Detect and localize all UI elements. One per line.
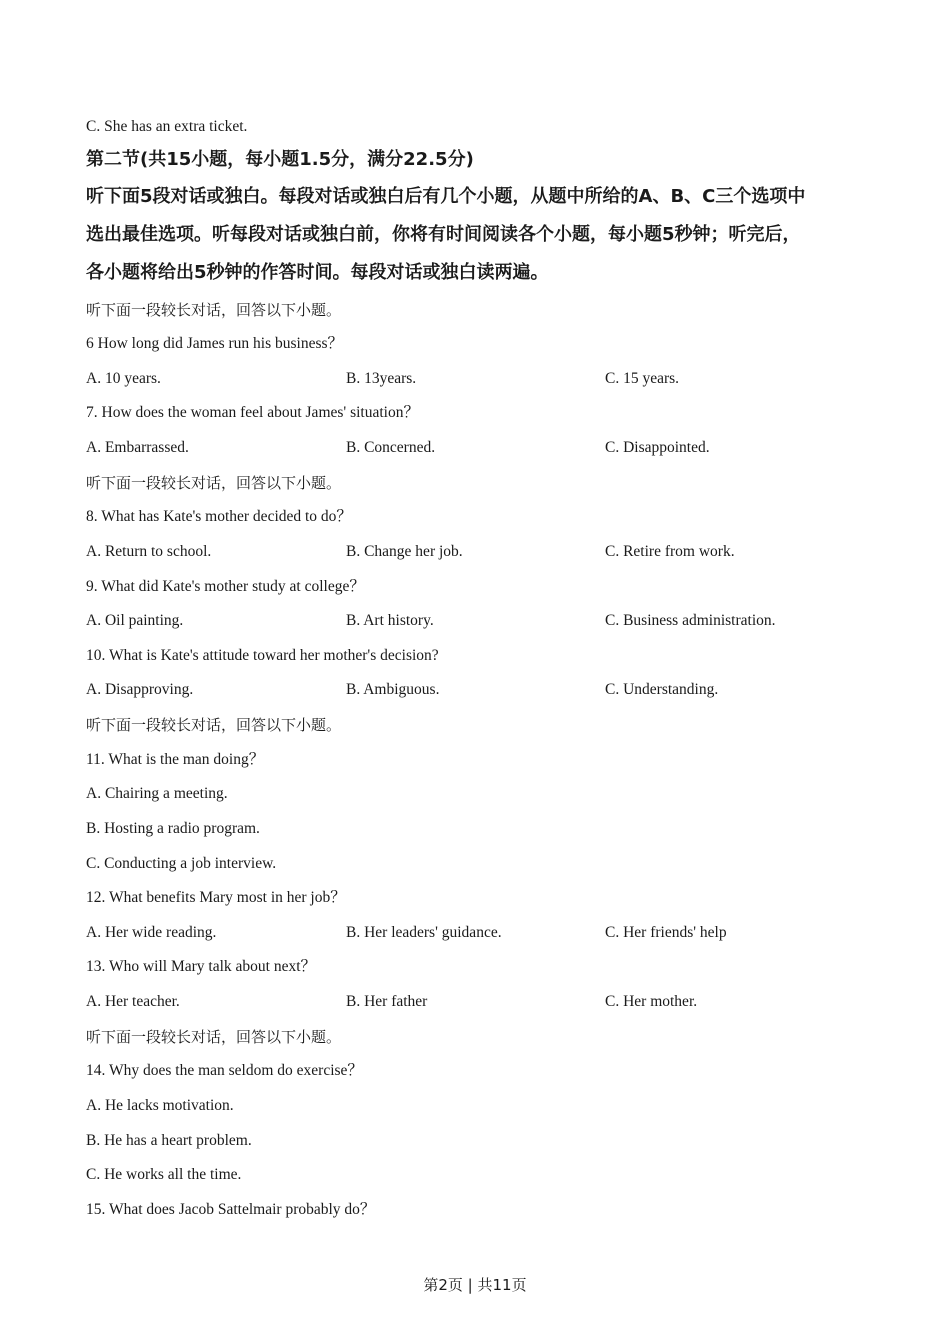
q9-option-a: A. Oil painting.	[86, 612, 184, 629]
q11-option-b: B. Hosting a radio program.	[86, 820, 260, 837]
q13-option-a: A. Her teacher.	[86, 993, 180, 1010]
question-14: 14. Why does the man seldom do exercise？	[86, 1062, 363, 1079]
q7-option-a: A. Embarrassed.	[86, 439, 189, 456]
question-6: 6 How long did James run his business？	[86, 335, 344, 352]
q10-option-a: A. Disapproving.	[86, 681, 194, 698]
dialogue-heading: 听下面一段较长对话，回答以下小题。	[86, 1028, 342, 1046]
q11-option-c: C. Conducting a job interview.	[86, 855, 277, 872]
q6-option-a: A. 10 years.	[86, 370, 161, 387]
dialogue-heading: 听下面一段较长对话，回答以下小题。	[86, 301, 342, 319]
q12-option-c: C. Her friends' help	[605, 924, 727, 941]
instruction-line-1: 听下面5段对话或独白。每段对话或独白后有几个小题，从题中所给的A、B、C三个选项中	[86, 186, 806, 207]
q12-option-b: B. Her leaders' guidance.	[346, 924, 502, 941]
section-title: 第二节(共15小题，每小题1.5分，满分22.5分)	[86, 149, 474, 170]
q12-option-a: A. Her wide reading.	[86, 924, 217, 941]
q13-option-c: C. Her mother.	[605, 993, 698, 1010]
q14-option-c: C. He works all the time.	[86, 1166, 242, 1183]
q11-option-a: A. Chairing a meeting.	[86, 785, 228, 802]
question-12: 12. What benefits Mary most in her job？	[86, 889, 346, 906]
option-line: C. She has an extra ticket.	[86, 118, 248, 135]
q14-option-a: A. He lacks motivation.	[86, 1097, 234, 1114]
question-10: 10. What is Kate's attitude toward her mother's decision?	[86, 647, 439, 664]
instruction-line-3: 各小题将给出5秒钟的作答时间。每段对话或独白读两遍。	[86, 262, 549, 283]
q8-option-a: A. Return to school.	[86, 543, 212, 560]
q8-option-c: C. Retire from work.	[605, 543, 735, 560]
question-9: 9. What did Kate's mother study at college？	[86, 578, 365, 595]
q7-option-c: C. Disappointed.	[605, 439, 710, 456]
dialogue-heading: 听下面一段较长对话，回答以下小题。	[86, 474, 342, 492]
q10-option-c: C. Understanding.	[605, 681, 719, 698]
q10-option-b: B. Ambiguous.	[346, 681, 440, 698]
q14-option-b: B. He has a heart problem.	[86, 1132, 252, 1149]
q6-option-c: C. 15 years.	[605, 370, 680, 387]
page-footer: 第2页 | 共11页	[423, 1276, 527, 1294]
dialogue-heading: 听下面一段较长对话，回答以下小题。	[86, 716, 342, 734]
q7-option-b: B. Concerned.	[346, 439, 436, 456]
q9-option-c: C. Business administration.	[605, 612, 776, 629]
question-13: 13. Who will Mary talk about next？	[86, 958, 317, 975]
q8-option-b: B. Change her job.	[346, 543, 463, 560]
question-8: 8. What has Kate's mother decided to do？	[86, 508, 352, 525]
q6-option-b: B. 13years.	[346, 370, 417, 387]
instruction-line-2: 选出最佳选项。听每段对话或独白前，你将有时间阅读各个小题，每小题5秒钟；听完后，	[86, 224, 801, 245]
q13-option-b: B. Her father	[346, 993, 428, 1010]
q9-option-b: B. Art history.	[346, 612, 434, 629]
question-7: 7. How does the woman feel about James' situation？	[86, 404, 419, 421]
question-15: 15. What does Jacob Sattelmair probably do？	[86, 1201, 376, 1218]
question-11: 11. What is the man doing？	[86, 751, 265, 768]
